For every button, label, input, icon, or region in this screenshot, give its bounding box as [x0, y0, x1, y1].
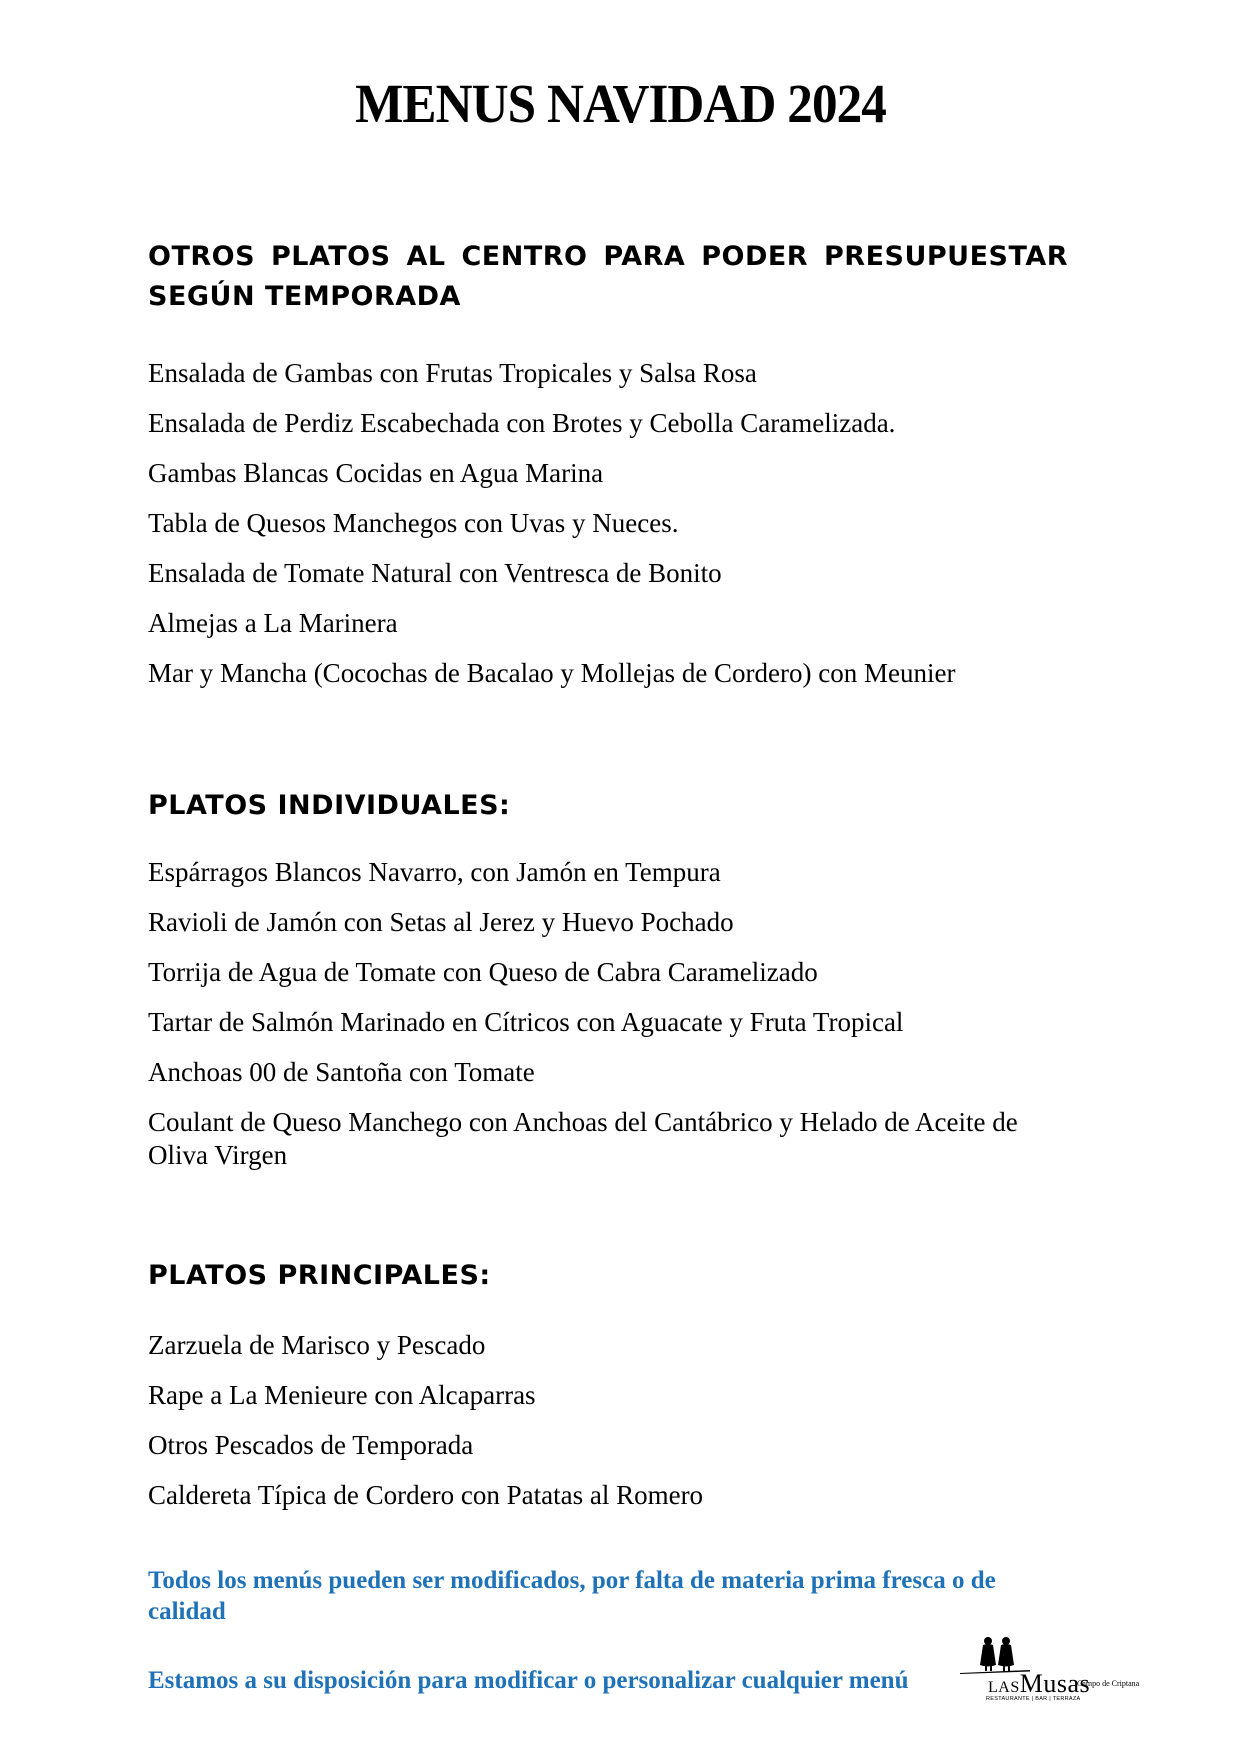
page-title: MENUS NAVIDAD 2024	[355, 73, 886, 134]
list-item: Caldereta Típica de Cordero con Patatas al Romero	[148, 1480, 704, 1510]
logo-place: Campo de Criptana	[1077, 1679, 1140, 1688]
list-item: Coulant de Queso Manchego con Anchoas del Cantábrico y Helado de Aceite de Oliva Virgen	[148, 1107, 1018, 1170]
list-item: Gambas Blancas Cocidas en Agua Marina	[148, 458, 604, 488]
note-modification-notice: Todos los menús pueden ser modificados, por falta de materia prima fresca o de calidad	[148, 1567, 996, 1625]
individual-plates-list	[148, 856, 1078, 1189]
list-item: Mar y Mancha (Cocochas de Bacalao y Mollejas de Cordero) con Meunier	[148, 658, 956, 688]
note-customization-offer: Estamos a su disposición para modificar o personalizar cualquier menú	[148, 1667, 909, 1694]
list-item: Ravioli de Jamón con Setas al Jerez y Huevo Pochado	[148, 907, 734, 937]
list-item: Almejas a La Marinera	[148, 608, 398, 638]
list-item: Espárragos Blancos Navarro, con Jamón en Tempura	[148, 857, 721, 887]
list-item: Ensalada de Gambas con Frutas Tropicales y Salsa Rosa	[148, 358, 757, 388]
list-item: Ensalada de Tomate Natural con Ventresca de Bonito	[148, 558, 722, 588]
section-heading-line2: SEGÚN TEMPORADA	[148, 281, 461, 312]
list-item: Rape a La Menieure con Alcaparras	[148, 1380, 536, 1410]
section-heading-shared-plates	[148, 237, 1068, 317]
list-item: Anchoas 00 de Santoña con Tomate	[148, 1057, 535, 1087]
list-item: Tabla de Quesos Manchegos con Uvas y Nueces.	[148, 508, 679, 538]
list-item: Tartar de Salmón Marinado en Cítricos con Aguacate y Fruta Tropical	[148, 1007, 904, 1037]
section-heading-main-plates: PLATOS PRINCIPALES:	[148, 1260, 491, 1291]
restaurant-logo	[960, 1635, 1180, 1715]
main-plates-list	[148, 1329, 1078, 1529]
list-item: Ensalada de Perdiz Escabechada con Brotes y Cebolla Caramelizada.	[148, 408, 896, 438]
logo-name-big: Musas	[1019, 1669, 1091, 1698]
section-heading-individual-plates: PLATOS INDIVIDUALES:	[148, 790, 511, 821]
shared-plates-list	[148, 357, 1078, 707]
logo-name-small: LAS	[988, 1679, 1020, 1696]
list-item: Zarzuela de Marisco y Pescado	[148, 1330, 486, 1360]
logo-tagline: RESTAURANTE | BAR | TERRAZA	[986, 1696, 1081, 1702]
section-heading-line1: OTROS PLATOS AL CENTRO PARA PODER PRESUPUESTAR	[148, 241, 1068, 272]
list-item: Torrija de Agua de Tomate con Queso de Cabra Caramelizado	[148, 957, 818, 987]
list-item: Otros Pescados de Temporada	[148, 1430, 474, 1460]
logo-wordmark	[988, 1669, 1090, 1699]
